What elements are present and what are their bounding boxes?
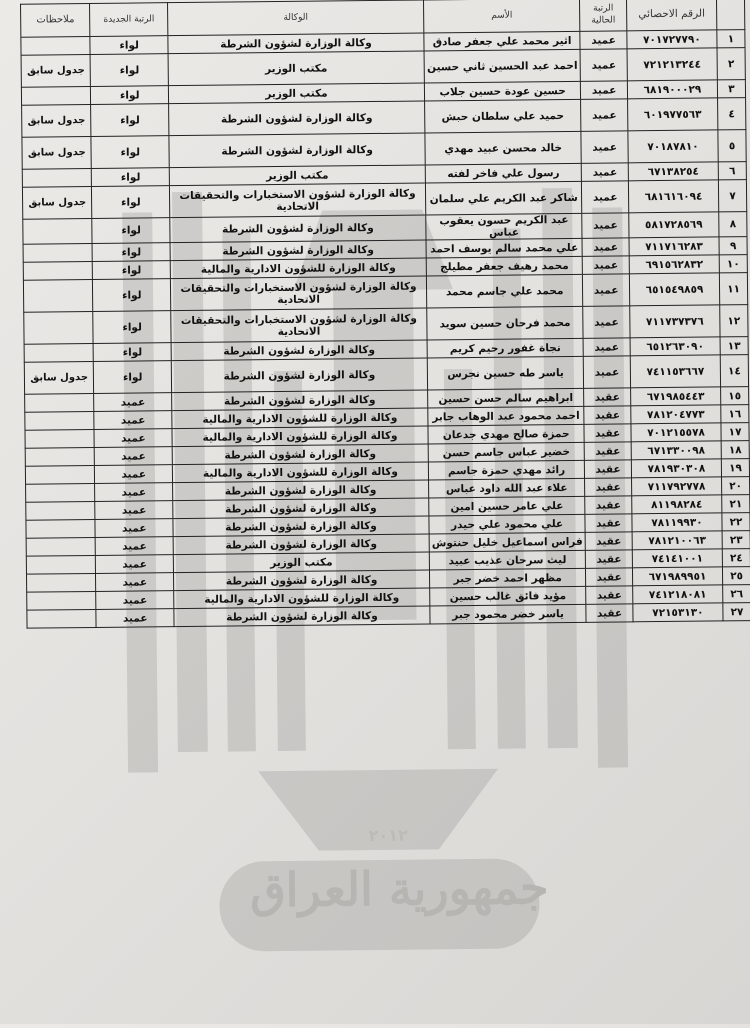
current-rank-cell: عميد xyxy=(581,131,628,163)
row-number-cell: ٧ xyxy=(718,180,746,212)
notes-cell xyxy=(25,465,95,484)
statistical-id-cell: ٦٨١٩٠٠٠٢٩ xyxy=(627,80,717,99)
agency-cell: مكتب الوزير xyxy=(168,83,424,104)
row-number-cell: ٦ xyxy=(718,162,746,180)
current-rank-cell: عميد xyxy=(581,99,628,131)
current-rank-cell: عميد xyxy=(584,356,631,388)
notes-cell xyxy=(26,555,96,574)
statistical-id-cell: ٦٩١٥٦٢٨٣٢ xyxy=(629,255,719,274)
row-number-cell: ١٧ xyxy=(721,423,749,441)
person-name-cell: اثير محمد علي جعفر صادق xyxy=(424,31,581,51)
notes-cell xyxy=(23,243,93,262)
header-new-rank: الرتبة الجديدة xyxy=(90,3,168,37)
notes-cell xyxy=(26,483,96,502)
agency-cell: وكالة الوزارة للشؤون الادارية والمالية xyxy=(172,462,428,483)
agency-cell: مكتب الوزير xyxy=(168,51,424,86)
statistical-id-cell: ٥٨١٧٢٨٥٦٩ xyxy=(629,212,719,238)
new-rank-cell: لواء xyxy=(91,104,169,137)
current-rank-cell: عقيد xyxy=(586,568,633,586)
new-rank-cell: لواء xyxy=(92,186,170,219)
statistical-id-cell: ٦٠١٩٧٧٥٦٣ xyxy=(627,98,717,131)
new-rank-cell: عميد xyxy=(95,447,173,466)
person-name-cell: علاء عبد الله داود عباس xyxy=(428,478,585,498)
person-name-cell: محمد علي جاسم محمد xyxy=(426,274,583,308)
row-number-cell: ٣ xyxy=(717,80,745,98)
row-number-cell: ٢٤ xyxy=(722,549,750,567)
person-name-cell: نجاة غفور رحيم كريم xyxy=(427,338,584,358)
notes-cell xyxy=(24,343,94,362)
statistical-id-cell: ٧١١٧٩٢٧٧٨ xyxy=(631,477,721,496)
new-rank-cell: لواء xyxy=(94,361,172,394)
new-rank-cell: لواء xyxy=(91,86,169,105)
agency-cell: وكالة الوزارة لشؤون الشرطة xyxy=(169,101,425,136)
new-rank-cell: عميد xyxy=(95,519,173,538)
watermark-year: ٢٠١٢ xyxy=(368,825,408,846)
watermark-text: جمهورية العراق xyxy=(249,860,549,918)
current-rank-cell: عميد xyxy=(583,274,630,306)
header-no xyxy=(717,0,745,30)
row-number-cell: ٥ xyxy=(718,130,746,162)
agency-cell: وكالة الوزارة لشؤون الشرطة xyxy=(173,534,429,555)
header-agency: الوكالة xyxy=(168,0,424,36)
person-name-cell: مظهر احمد خضر جبر xyxy=(429,568,586,588)
statistical-id-cell: ٧٢١٢١٣٢٤٤ xyxy=(627,48,717,81)
notes-cell xyxy=(25,447,95,466)
current-rank-cell: عميد xyxy=(582,163,629,181)
new-rank-cell: عميد xyxy=(96,573,174,592)
notes-cell xyxy=(26,519,96,538)
notes-cell xyxy=(26,501,96,520)
row-number-cell: ١٦ xyxy=(721,405,749,423)
row-number-cell: ٤ xyxy=(718,98,746,130)
current-rank-cell: عميد xyxy=(580,49,627,81)
row-number-cell: ١٢ xyxy=(720,305,748,337)
current-rank-cell: عميد xyxy=(583,338,630,356)
agency-cell: وكالة الوزارة لشؤون الشرطة xyxy=(168,33,424,54)
person-name-cell: علي محمود علي حيدر xyxy=(429,514,586,534)
notes-cell xyxy=(27,591,97,610)
current-rank-cell: عقيد xyxy=(585,514,632,532)
person-name-cell: محمد رهيف جعفر مطيلج xyxy=(426,256,583,276)
current-rank-cell: عقيد xyxy=(585,478,632,496)
statistical-id-cell: ٦٥١٢٦٣٠٩٠ xyxy=(630,337,720,356)
agency-cell: وكالة الوزارة لشؤون الشرطة xyxy=(170,215,426,243)
statistical-id-cell: ٧٨١٢١٠٠٦٣ xyxy=(632,531,722,550)
new-rank-cell: لواء xyxy=(90,36,168,55)
new-rank-cell: لواء xyxy=(92,243,170,262)
notes-cell xyxy=(23,261,93,280)
statistical-id-cell: ٧٢١٥٣١٣٠ xyxy=(633,603,723,622)
statistical-id-cell: ٧١١٧٣٧٣٧٦ xyxy=(630,305,720,338)
notes-cell: جدول سابق xyxy=(21,54,91,87)
header-current-rank: الرتبة الحالية xyxy=(580,0,627,31)
agency-cell: وكالة الوزارة لشؤون الشرطة xyxy=(171,340,427,361)
statistical-id-cell: ٧٤١١٥٣٦٦٧ xyxy=(630,355,720,388)
person-name-cell: علي عامر حسين امين xyxy=(429,496,586,516)
person-name-cell: ياسر خضر محمود جبر xyxy=(430,604,587,624)
header-id: الرقم الاحصائي xyxy=(626,0,716,31)
statistical-id-cell: ٧١١٧١٦٢٨٣ xyxy=(629,237,719,256)
notes-cell xyxy=(27,609,97,628)
statistical-id-cell: ٧٠١٢١٥٥٧٨ xyxy=(631,423,721,442)
notes-cell xyxy=(25,411,95,430)
statistical-id-cell: ٦٧١٣٨٢٥٤ xyxy=(628,162,718,181)
statistical-id-cell: ٦٨١٦١٦٠٩٤ xyxy=(628,180,718,213)
agency-cell: وكالة الوزارة لشؤون الشرطة xyxy=(173,498,429,519)
current-rank-cell: عقيد xyxy=(584,406,631,424)
row-number-cell: ٢٣ xyxy=(722,531,750,549)
new-rank-cell: عميد xyxy=(95,501,173,520)
row-number-cell: ١٥ xyxy=(721,387,749,405)
current-rank-cell: عميد xyxy=(582,213,629,238)
person-name-cell: حميد علي سلطان حبش xyxy=(424,99,581,133)
current-rank-cell: عميد xyxy=(580,31,627,49)
agency-cell: وكالة الوزارة لشؤون الشرطة xyxy=(171,358,427,393)
statistical-id-cell: ٧٠١٨٧٨١٠ xyxy=(628,130,718,163)
person-name-cell: شاكر عبد الكريم علي سلمان xyxy=(425,181,582,215)
promotions-table xyxy=(20,0,750,629)
row-number-cell: ١٣ xyxy=(720,337,748,355)
new-rank-cell: عميد xyxy=(94,411,172,430)
new-rank-cell: لواء xyxy=(92,168,170,187)
person-name-cell: ياسر طه حسين نجرس xyxy=(427,356,584,390)
row-number-cell: ٢٠ xyxy=(722,477,750,495)
statistical-id-cell: ٧٨١٩٣٠٣٠٨ xyxy=(631,459,721,478)
statistical-id-cell: ٧٠١٧٢٧٧٩٠ xyxy=(627,30,717,49)
current-rank-cell: عقيد xyxy=(586,586,633,604)
current-rank-cell: عقيد xyxy=(585,532,632,550)
person-name-cell: فراس اسماعيل خليل حنتوش xyxy=(429,532,586,552)
notes-cell: جدول سابق xyxy=(22,104,92,137)
new-rank-cell: عميد xyxy=(95,483,173,502)
agency-cell: وكالة الوزارة لشؤون الشرطة xyxy=(173,480,429,501)
new-rank-cell: عميد xyxy=(96,555,174,574)
row-number-cell: ٢ xyxy=(717,48,745,80)
person-name-cell: رسول علي فاخر لفته xyxy=(425,163,582,183)
agency-cell: وكالة الوزارة للشؤون الادارية والمالية xyxy=(172,426,428,447)
row-number-cell: ٩ xyxy=(719,237,747,255)
row-number-cell: ١ xyxy=(717,30,745,48)
current-rank-cell: عقيد xyxy=(586,604,633,622)
notes-cell xyxy=(21,86,91,105)
row-number-cell: ٢١ xyxy=(722,495,750,513)
person-name-cell: ليث سرحان عذيب عبيد xyxy=(429,550,586,570)
agency-cell: مكتب الوزير xyxy=(173,552,429,573)
row-number-cell: ٢٧ xyxy=(723,603,750,621)
agency-cell: وكالة الوزارة لشؤون الشرطة xyxy=(172,390,428,411)
person-name-cell: خضير عباس جاسم حسن xyxy=(428,442,585,462)
statistical-id-cell: ٧٤١٤١٠٠١ xyxy=(632,549,722,568)
current-rank-cell: عميد xyxy=(582,238,629,256)
row-number-cell: ١٠ xyxy=(719,255,747,273)
person-name-cell: رائد مهدي حمزة جاسم xyxy=(428,460,585,480)
notes-cell: جدول سابق xyxy=(24,361,94,394)
notes-cell xyxy=(26,537,96,556)
agency-cell: وكالة الوزارة لشؤون الشرطة xyxy=(173,516,429,537)
new-rank-cell: لواء xyxy=(93,311,171,344)
statistical-id-cell: ٦٥١٥٤٩٨٥٩ xyxy=(629,273,719,306)
person-name-cell: احمد محمود عبد الوهاب جابر xyxy=(428,406,585,426)
agency-cell: وكالة الوزارة لشؤون الاستخبارات والتحقيقات الاتحادية xyxy=(170,183,426,218)
notes-cell xyxy=(23,279,93,312)
statistical-id-cell: ٦٧١٣٣٠٠٩٨ xyxy=(631,441,721,460)
row-number-cell: ١٨ xyxy=(721,441,749,459)
new-rank-cell: عميد xyxy=(96,609,174,628)
notes-cell xyxy=(23,218,93,244)
agency-cell: وكالة الوزارة للشؤون الادارية والمالية xyxy=(174,588,430,609)
agency-cell: وكالة الوزارة لشؤون الشرطة xyxy=(169,133,425,168)
new-rank-cell: عميد xyxy=(94,393,172,412)
notes-cell xyxy=(22,168,92,187)
agency-cell: وكالة الوزارة للشؤون الادارية والمالية xyxy=(170,258,426,279)
current-rank-cell: عقيد xyxy=(584,424,631,442)
new-rank-cell: لواء xyxy=(94,343,172,362)
row-number-cell: ٢٥ xyxy=(723,567,750,585)
row-number-cell: ١١ xyxy=(719,273,747,305)
new-rank-cell: لواء xyxy=(92,218,170,244)
row-number-cell: ٢٢ xyxy=(722,513,750,531)
notes-cell xyxy=(24,311,94,344)
agency-cell: وكالة الوزارة للشؤون الادارية والمالية xyxy=(172,408,428,429)
notes-cell xyxy=(21,36,91,55)
agency-cell: وكالة الوزارة لشؤون الشرطة xyxy=(174,570,430,591)
header-notes: ملاحظات xyxy=(21,3,91,37)
statistical-id-cell: ٧٨١١٩٩٣٠ xyxy=(632,513,722,532)
person-name-cell: خالد محسن عبيد مهدي xyxy=(425,131,582,165)
notes-cell: جدول سابق xyxy=(22,136,92,169)
statistical-id-cell: ٦٧١٩٨٩٩٥١ xyxy=(632,567,722,586)
person-name-cell: حمزة صالح مهدي جدعان xyxy=(428,424,585,444)
new-rank-cell: عميد xyxy=(95,465,173,484)
row-number-cell: ٨ xyxy=(719,212,747,237)
notes-cell xyxy=(25,393,95,412)
statistical-id-cell: ٨١١٩٨٢٨٤ xyxy=(632,495,722,514)
new-rank-cell: عميد xyxy=(96,537,174,556)
notes-cell: جدول سابق xyxy=(22,186,92,219)
notes-cell xyxy=(25,429,95,448)
current-rank-cell: عميد xyxy=(582,181,629,213)
new-rank-cell: لواء xyxy=(91,136,169,169)
row-number-cell: ١٤ xyxy=(720,355,748,387)
new-rank-cell: لواء xyxy=(93,279,171,312)
current-rank-cell: عقيد xyxy=(585,496,632,514)
person-name-cell: حسين عودة حسين جلاب xyxy=(424,81,581,101)
agency-cell: وكالة الوزارة لشؤون الشرطة xyxy=(174,606,430,627)
person-name-cell: علي محمد سالم يوسف احمد xyxy=(426,238,583,258)
current-rank-cell: عقيد xyxy=(584,442,631,460)
agency-cell: وكالة الوزارة لشؤون الشرطة xyxy=(170,240,426,261)
agency-cell: وكالة الوزارة لشؤون الشرطة xyxy=(172,444,428,465)
current-rank-cell: عميد xyxy=(581,81,628,99)
new-rank-cell: عميد xyxy=(94,429,172,448)
agency-cell: مكتب الوزير xyxy=(169,165,425,186)
statistical-id-cell: ٧٨١٢٠٤٧٧٣ xyxy=(631,405,721,424)
current-rank-cell: عقيد xyxy=(584,388,631,406)
current-rank-cell: عقيد xyxy=(585,460,632,478)
row-number-cell: ١٩ xyxy=(721,459,749,477)
agency-cell: وكالة الوزارة لشؤون الاستخبارات والتحقيقات الاتحادية xyxy=(171,276,427,311)
new-rank-cell: لواء xyxy=(90,54,168,87)
person-name-cell: مؤيد فائق غالب حسين xyxy=(430,586,587,606)
row-number-cell: ٢٦ xyxy=(723,585,750,603)
header-name: الأسم xyxy=(423,0,580,33)
person-name-cell: ابراهيم سالم حسن حسين xyxy=(428,388,585,408)
person-name-cell: محمد فرحان حسين سويد xyxy=(427,306,584,340)
current-rank-cell: عقيد xyxy=(586,550,633,568)
current-rank-cell: عميد xyxy=(583,256,630,274)
statistical-id-cell: ٦٧١٩٨٥٤٤٣ xyxy=(631,387,721,406)
current-rank-cell: عميد xyxy=(583,306,630,338)
notes-cell xyxy=(26,573,96,592)
person-name-cell: عبد الكريم حسون يعقوب عباس xyxy=(426,213,583,240)
new-rank-cell: عميد xyxy=(96,591,174,610)
person-name-cell: احمد عبد الحسين ثاني حسين xyxy=(424,49,581,83)
statistical-id-cell: ٧٤١٢١٨٠٨١ xyxy=(633,585,723,604)
new-rank-cell: لواء xyxy=(93,261,171,280)
agency-cell: وكالة الوزارة لشؤون الاستخبارات والتحقيقات الاتحادية xyxy=(171,308,427,343)
